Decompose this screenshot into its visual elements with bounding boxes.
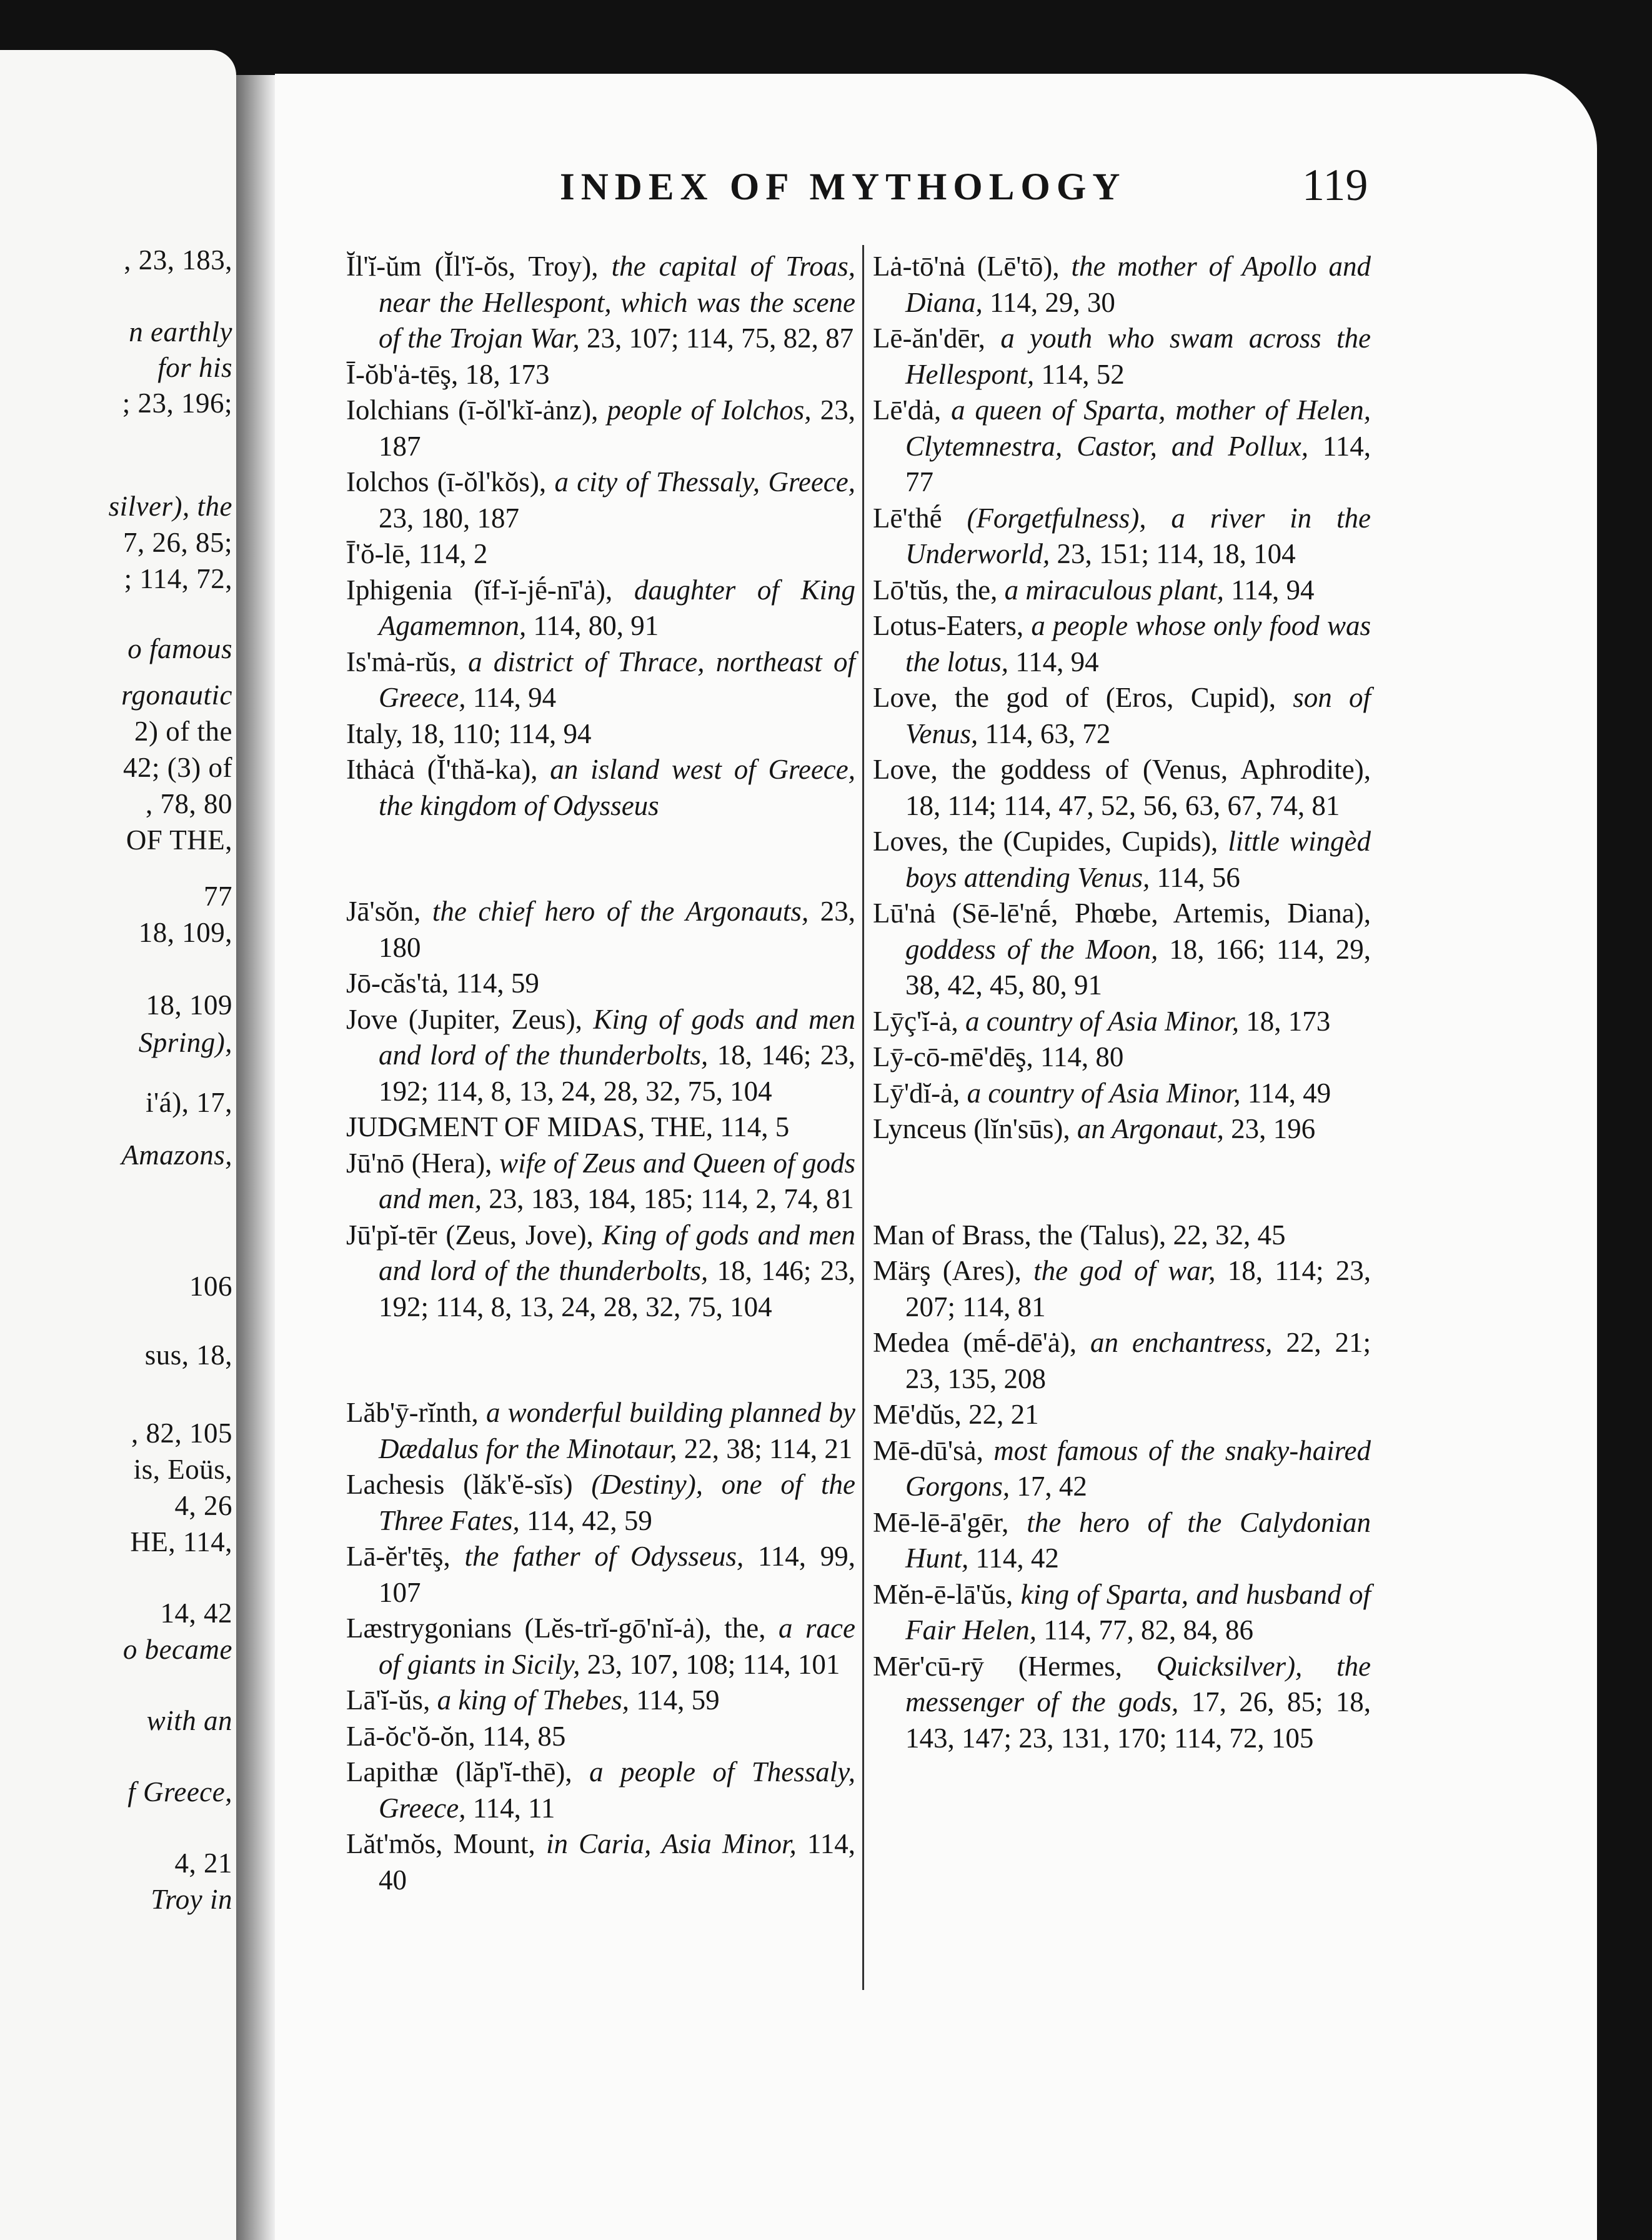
entry-page-references: 17, 26, 85; 18, 143, 147; 23, 131, 170; 114, 72, 105 (905, 1686, 1371, 1754)
entry-page-references: 23, 180 (379, 896, 855, 963)
index-entry (346, 966, 855, 1002)
entry-description: an enchantress, (1090, 1327, 1286, 1358)
entry-headword: Italy, (346, 718, 411, 749)
entry-headword: Medea (mḗ-dē'ȧ), (873, 1327, 1090, 1358)
entry-headword: Ĭl'ĭ-ŭm (Ĭl'ĭ-ŏs, Troy), (346, 251, 612, 282)
index-entry (873, 680, 1371, 752)
index-entry (346, 357, 855, 393)
entry-page-references: 114, 99, 107 (379, 1541, 855, 1608)
entry-description: people of Iolchos, (607, 394, 820, 426)
index-entry (873, 1577, 1371, 1649)
entry-page-references: 114, 42, 59 (527, 1504, 652, 1536)
entry-description: King of gods and men and lord of the thunderbolts, (379, 1003, 855, 1071)
entry-headword: Lynceus (lĭn'sūs), (873, 1113, 1077, 1144)
index-entry (346, 1002, 855, 1110)
entry-page-references: 23, 107, 108; 114, 101 (587, 1648, 840, 1680)
entry-page-references: 23, 187 (379, 394, 855, 462)
entry-headword: Is'mȧ-rŭs, (346, 646, 469, 678)
facing-page-fragment: i'á), 17, (146, 1087, 232, 1118)
entry-page-references: 23, 151; 114, 18, 104 (1057, 538, 1296, 569)
facing-page-fragment: , 82, 105 (131, 1418, 232, 1449)
entry-headword: Ī-ŏb'ȧ-tēş, (346, 358, 465, 390)
entry-page-references: 23, 180, 187 (379, 502, 519, 534)
entry-description: a city of Thessaly, Greece, (554, 466, 855, 498)
entry-page-references: 22, 32, 45 (1173, 1219, 1286, 1251)
index-entry (873, 1004, 1371, 1040)
index-entry (873, 1039, 1371, 1076)
letter-section-gap (346, 824, 855, 894)
entry-description: King of gods and men and lord of the thunderbolts, (379, 1219, 856, 1286)
facing-page-fragment: ; 114, 72, (124, 563, 232, 594)
entry-headword: Ithȧcȧ (Ĭ'thă-ka), (346, 754, 550, 785)
entry-headword: Lapithæ (lăp'ĭ-thē), (346, 1756, 590, 1788)
index-entry (873, 608, 1371, 680)
entry-description: the hero of the Calydonian Hunt, (905, 1506, 1371, 1574)
entry-description: in Caria, Asia Minor, (545, 1828, 807, 1859)
entry-headword: Mē-dū'sȧ, (873, 1434, 994, 1466)
facing-page-fragment: HE, 114, (130, 1526, 232, 1558)
entry-headword: Mēr'cū-rȳ (Hermes, (873, 1650, 1157, 1682)
entry-page-references: 114, 77, 82, 84, 86 (1043, 1614, 1254, 1646)
entry-headword: Lū'nȧ (Sē-lē'nḗ, Phœbe, Artemis, Diana), (873, 898, 1371, 929)
entry-description: goddess of the Moon, (905, 933, 1170, 965)
entry-headword: Iolchos (ī-ŏl'kŏs), (346, 466, 555, 498)
facing-page-fragment: , 23, 183, (124, 244, 232, 276)
entry-description: daughter of King Agamemnon, (379, 574, 855, 641)
entry-page-references: 114, 29, 30 (990, 286, 1115, 318)
entry-page-references: 22, 21; 23, 135, 208 (905, 1327, 1371, 1394)
entry-headword: Lā-ĕr'tēş, (346, 1541, 465, 1572)
entry-headword: Jū'nō (Hera), (346, 1147, 500, 1179)
index-entry (873, 249, 1371, 321)
entry-page-references: 18, 110; 114, 94 (410, 718, 592, 749)
index-entry (873, 824, 1371, 896)
entry-page-references: 17, 42 (1017, 1471, 1087, 1502)
facing-page-fragment: OF THE, (126, 824, 232, 856)
book-gutter (236, 75, 275, 2240)
entry-page-references: 114, 85 (482, 1720, 566, 1752)
entry-page-references: 23, 196 (1231, 1113, 1316, 1144)
facing-page-fragment: 18, 109 (146, 989, 232, 1021)
facing-page-fragment: 42; (3) of (123, 752, 232, 783)
entry-page-references: 114, 49 (1247, 1077, 1331, 1109)
index-entry (873, 1433, 1371, 1505)
index-entry (873, 501, 1371, 572)
index-entry (346, 249, 855, 357)
index-entry (346, 536, 855, 572)
index-entry (346, 392, 855, 464)
facing-page-fragment: Spring), (138, 1027, 232, 1058)
entry-description: (Destiny), one of the Three Fates, (379, 1469, 855, 1536)
index-entry (873, 1253, 1371, 1325)
facing-page-fragment: rgonautic (121, 679, 232, 711)
entry-description: the father of Odysseus, (464, 1541, 758, 1572)
entry-page-references: 114, 40 (379, 1828, 856, 1896)
index-entry (346, 1719, 855, 1755)
entry-page-references: 18, 114; 114, 47, 52, 56, 63, 67, 74, 81 (905, 789, 1340, 821)
entry-headword: Lăt'mŏs, Mount, (346, 1828, 546, 1859)
facing-page-fragment: silver), the (108, 491, 232, 522)
facing-page-fragment: 7, 26, 85; (122, 527, 232, 558)
index-entry (873, 1505, 1371, 1577)
index-entry (873, 392, 1371, 501)
entry-page-references: 114, 80 (1040, 1041, 1124, 1072)
page-header-title: INDEX OF MYTHOLOGY (560, 166, 1127, 208)
index-entry (873, 1397, 1371, 1433)
entry-page-references: 114, 59 (636, 1684, 720, 1716)
entry-headword: Iolchians (ī-ŏl'kĭ-ȧnz), (346, 394, 607, 426)
facing-page-fragment: for his (157, 352, 232, 383)
index-column-right (873, 249, 1371, 1756)
entry-page-references: 23, 107; 114, 75, 82, 87 (587, 322, 854, 354)
entry-headword: Iphigenia (ĭf-ĭ-jḗ-nī'ȧ), (346, 574, 634, 606)
facing-page-fragment: , 78, 80 (146, 788, 232, 819)
facing-page-fragment: Troy in (151, 1884, 232, 1915)
entry-description: a queen of Sparta, mother of Helen, Clytemnestra, Castor, and Pollux, (905, 394, 1371, 462)
facing-page-fragment: o became (122, 1634, 232, 1665)
entry-headword: Lō'tŭs, the, (873, 574, 1005, 606)
entry-headword: Mĕn-ē-lā'ŭs, (873, 1578, 1021, 1610)
index-entry (873, 321, 1371, 392)
facing-page-fragment: o famous (127, 633, 232, 664)
index-entry (346, 716, 855, 752)
entry-headword: Lā-ŏc'ŏ-ŏn, (346, 1720, 483, 1752)
entry-headword: Märş (Ares), (873, 1255, 1034, 1286)
entry-headword: Lachesis (lăk'ĕ-sĭs) (346, 1469, 592, 1500)
entry-description: a wonderful building planned by Dædalus for the Minotaur, (379, 1397, 856, 1464)
facing-page-fragment: sus, 18, (144, 1339, 232, 1371)
facing-page-fragment: f Greece, (127, 1776, 232, 1808)
index-entry (346, 1754, 855, 1826)
entry-description: a miraculous plant, (1004, 574, 1232, 606)
entry-description: son of Venus, (905, 682, 1371, 749)
entry-headword: Love, the goddess of (Venus, Aphrodite), (873, 754, 1371, 785)
entry-description: the capital of Troas, near the Hellespont, which was the scene of the Trojan War, (379, 251, 855, 354)
entry-headword: Ī'ŏ-lē, (346, 538, 419, 569)
index-entry (346, 1218, 855, 1326)
entry-headword: Lē-ăn'dēr, (873, 322, 1001, 354)
entry-page-references: 22, 21 (968, 1399, 1039, 1430)
entry-description: (Forgetfulness), a river in the Underworld, (905, 502, 1371, 569)
entry-headword: Jove (Jupiter, Zeus), (346, 1003, 594, 1035)
entry-description: little wingèd boys attending Venus, (905, 826, 1371, 893)
index-entry (346, 1611, 855, 1682)
entry-description: a youth who swam across the Hellespont, (905, 322, 1371, 390)
entry-page-references: 18, 166; 114, 29, 38, 42, 45, 80, 91 (905, 933, 1371, 1001)
entry-page-references: 114, 94 (472, 682, 557, 713)
entry-page-references: 18, 173 (1246, 1005, 1331, 1037)
index-entry (873, 752, 1371, 824)
entry-page-references: 114, 94 (1015, 646, 1099, 678)
index-entry (873, 1111, 1371, 1148)
index-column-left (346, 249, 855, 1898)
entry-description: wife of Zeus and Queen of gods and men, (379, 1147, 855, 1214)
entry-description: an Argonaut, (1077, 1113, 1232, 1144)
entry-page-references: 114, 94 (1231, 574, 1315, 606)
facing-page-fragment: 106 (189, 1271, 232, 1302)
entry-description: a country of Asia Minor, (967, 1077, 1248, 1109)
facing-page-fragment: Amazons, (121, 1139, 232, 1171)
entry-page-references: 114, 52 (1041, 358, 1125, 390)
entry-description: a king of Thebes, (437, 1684, 637, 1716)
letter-section-gap (873, 1148, 1371, 1218)
facing-page-fragment: ; 23, 196; (122, 388, 232, 419)
facing-page-fragment: is, Eoüs, (133, 1454, 232, 1485)
entry-page-references: 18, 146; 23, 192; 114, 8, 13, 24, 28, 32, 75, 104 (379, 1039, 855, 1107)
entry-headword: JUDGMENT OF MIDAS, THE, (346, 1111, 720, 1142)
facing-page-fragment: 2) of the (134, 716, 232, 747)
entry-page-references: 18, 173 (465, 358, 550, 390)
facing-page-fragment: n earthly (129, 316, 232, 348)
index-entry (346, 1467, 855, 1539)
index-entry (873, 1325, 1371, 1397)
entry-page-references: 114, 77 (905, 430, 1371, 498)
entry-headword: Jū'pĭ-tēr (Zeus, Jove), (346, 1219, 602, 1251)
facing-page-fragment: 4, 21 (174, 1848, 232, 1879)
entry-headword: Lē'thḗ (873, 502, 967, 534)
entry-headword: Lotus-Eaters, (873, 610, 1032, 641)
entry-page-references: 18, 114; 23, 207; 114, 81 (905, 1255, 1371, 1322)
entry-page-references: 114, 42 (975, 1542, 1059, 1574)
entry-description: king of Sparta, and husband of Fair Helen, (905, 1578, 1371, 1646)
index-entry (873, 896, 1371, 1004)
index-entry (346, 894, 855, 966)
facing-page-fragment: 18, 109, (138, 917, 232, 948)
index-entry (346, 1146, 855, 1218)
entry-headword: Love, the god of (Eros, Cupid), (873, 682, 1293, 713)
index-entry (346, 1826, 855, 1898)
entry-page-references: 114, 5 (720, 1111, 790, 1142)
entry-page-references: 114, 59 (455, 968, 539, 999)
entry-page-references: 23, 183, 184, 185; 114, 2, 74, 81 (489, 1183, 854, 1214)
entry-headword: Lȳ'dĭ-ȧ, (873, 1077, 967, 1109)
index-entry (346, 572, 855, 644)
facing-page-fragment: 4, 26 (174, 1490, 232, 1521)
entry-headword: Mē'dŭs, (873, 1399, 969, 1430)
entry-page-references: 22, 38; 114, 21 (684, 1432, 853, 1464)
entry-description: the chief hero of the Argonauts, (432, 896, 820, 927)
letter-section-gap (346, 1325, 855, 1395)
entry-headword: Loves, the (Cupides, Cupids), (873, 826, 1228, 857)
index-entry (873, 1218, 1371, 1254)
entry-description: a race of giants in Sicily, (379, 1612, 855, 1680)
entry-page-references: 114, 63, 72 (985, 718, 1111, 749)
index-entry (346, 1682, 855, 1719)
facing-page-fragment: 14, 42 (160, 1598, 232, 1629)
entry-headword: Læstrygonians (Lĕs-trĭ-gō'nĭ-ȧ), the, (346, 1612, 779, 1644)
facing-page-fragment: with an (146, 1705, 232, 1736)
entry-description: a country of Asia Minor, (965, 1005, 1246, 1037)
index-entry (873, 1649, 1371, 1757)
entry-description: Quicksilver), the messenger of the gods, (905, 1650, 1371, 1718)
entry-headword: Jā'sŏn, (346, 896, 432, 927)
index-entry (873, 572, 1371, 609)
facing-page-fragment: 77 (204, 881, 232, 912)
index-entry (346, 1109, 855, 1146)
entry-headword: Lȧ-tō'nȧ (Lē'tō), (873, 251, 1072, 282)
index-entry (346, 752, 855, 824)
entry-headword: Lē'dȧ, (873, 394, 952, 426)
entry-description: the mother of Apollo and Diana, (905, 251, 1371, 318)
index-entry (346, 1395, 855, 1467)
entry-description: a people whose only food was the lotus, (905, 610, 1371, 678)
entry-page-references: 114, 11 (472, 1792, 555, 1824)
entry-description: most famous of the snaky-haired Gorgons, (905, 1434, 1371, 1502)
index-entry (346, 644, 855, 716)
entry-page-references: 18, 146; 23, 192; 114, 8, 13, 24, 28, 32, 75, 104 (379, 1255, 855, 1322)
entry-headword: Lā'ĭ-ŭs, (346, 1684, 437, 1716)
entry-headword: Lȳ-cō-mē'dēş, (873, 1041, 1041, 1072)
entry-description: an island west of Greece, the kingdom of Odysseus (379, 754, 855, 821)
entry-description: the god of war, (1033, 1255, 1228, 1286)
entry-page-references: 114, 2 (418, 538, 488, 569)
entry-headword: Jō-căs'tȧ, (346, 968, 456, 999)
entry-description: a district of Thrace, northeast of Greece, (379, 646, 855, 713)
page-number: 119 (1302, 160, 1368, 210)
index-entry (346, 1539, 855, 1611)
entry-page-references: 114, 80, 91 (533, 610, 659, 641)
index-entry (346, 464, 855, 536)
entry-page-references: 114, 56 (1157, 861, 1240, 893)
entry-headword: Mē-lē-ā'gēr, (873, 1506, 1027, 1538)
index-entry (873, 1076, 1371, 1112)
column-divider (862, 245, 864, 1990)
entry-headword: Lăb'ȳ-rĭnth, (346, 1397, 486, 1428)
entry-description: a people of Thessaly, Greece, (379, 1756, 855, 1824)
entry-headword: Lȳç'ĭ-ȧ, (873, 1005, 966, 1037)
entry-headword: Man of Brass, the (Talus), (873, 1219, 1173, 1251)
